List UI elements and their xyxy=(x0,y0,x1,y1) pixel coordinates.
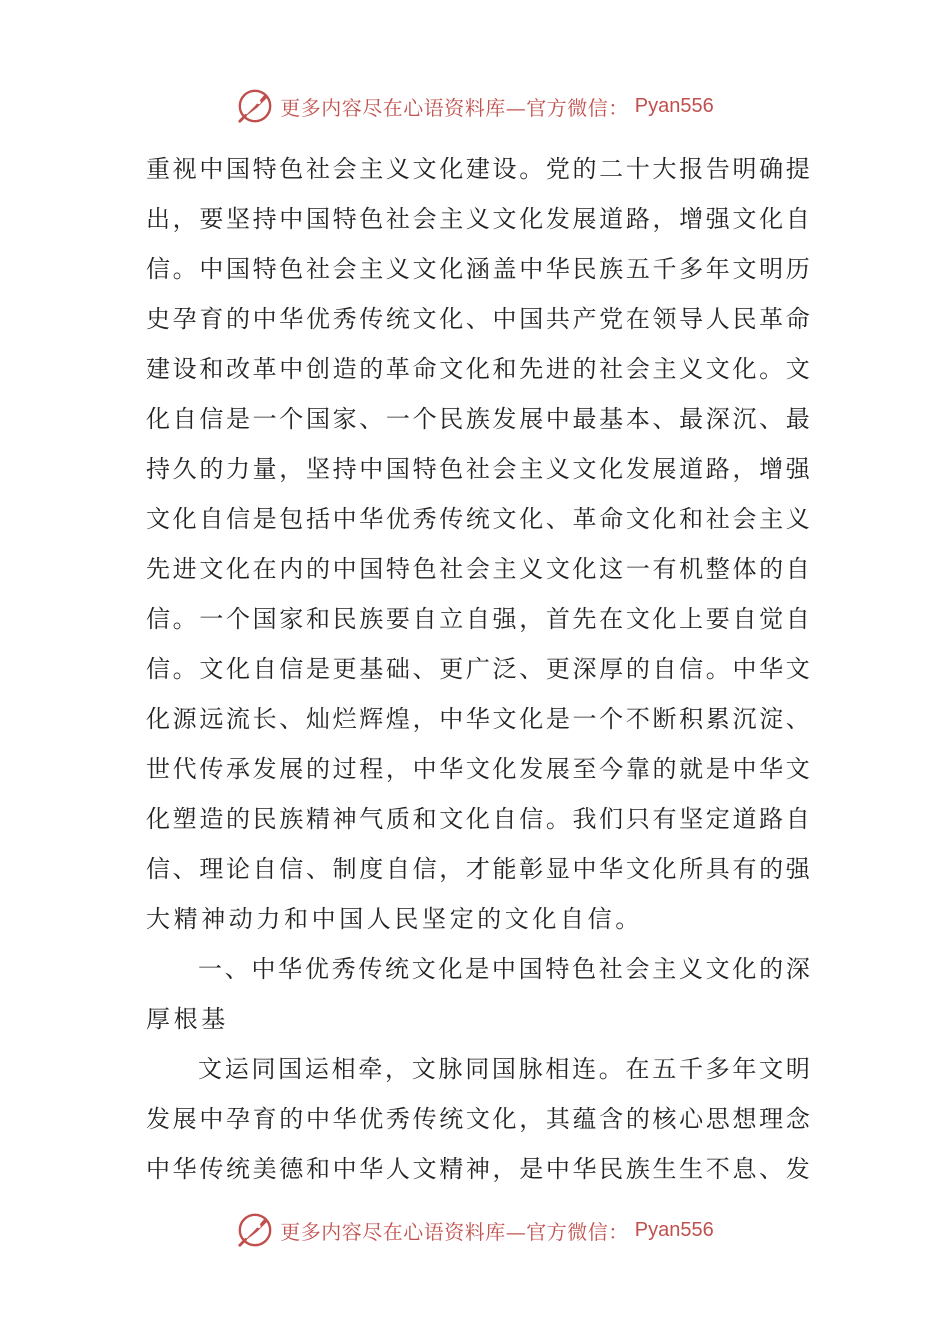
text-line: 大精神动力和中国人民坚定的文化自信。 xyxy=(146,905,643,933)
text-line: 化 塑 造 的 民 族 精 神 气 质 和 文 化 自 信 。 我 们 只 有 坚 定 道 路 自 xyxy=(146,805,810,833)
text-line: 持 久 的 力 量 ， 坚 持 中 国 特 色 社 会 主 义 文 化 发 展 道 路 ， 增 强 xyxy=(146,455,810,483)
text-line: 厚根基 xyxy=(146,1005,229,1033)
document-body xyxy=(146,144,810,1194)
text-line: 化 源 远 流 长 、 灿 烂 辉 煌 ， 中 华 文 化 是 一 个 不 断 积 累 沉 淀 、 xyxy=(146,705,810,733)
banner-text: 更多内容尽在心语资料库—官方微信： xyxy=(280,95,629,120)
text-line: 中 华 传 统 美 德 和 中 华 人 文 精 神 ， 是 中 华 民 族 生 生 不 息 、 发 xyxy=(146,1155,810,1183)
text-line: 化 自 信 是 一 个 国 家 、 一 个 民 族 发 展 中 最 基 本 、 最 深 沉 、 最 xyxy=(146,405,810,433)
banner-wechat-id: Pyan556 xyxy=(634,1218,714,1241)
text-line: 建 设 和 改 革 中 创 造 的 革 命 文 化 和 先 进 的 社 会 主 义 文 化 。 文 xyxy=(146,355,810,383)
text-line: 信 。 一 个 国 家 和 民 族 要 自 立 自 强 ， 首 先 在 文 化 上 要 自 觉 自 xyxy=(146,605,810,633)
pen-nib-logo-icon xyxy=(236,87,274,125)
banner-text: 更多内容尽在心语资料库—官方微信： xyxy=(280,1219,629,1244)
page-footer-banner xyxy=(0,1208,950,1252)
text-line: 信 、 理 论 自 信 、 制 度 自 信 ， 才 能 彰 显 中 华 文 化 所 具 有 的 强 xyxy=(146,855,810,883)
text-line: 一 、 中 华 优 秀 传 统 文 化 是 中 国 特 色 社 会 主 义 文 化 的 深 xyxy=(198,955,810,983)
pen-nib-logo-icon xyxy=(236,1211,274,1249)
page-header-banner xyxy=(0,84,950,128)
text-line: 出 ， 要 坚 持 中 国 特 色 社 会 主 义 文 化 发 展 道 路 ， 增 强 文 化 自 xyxy=(146,205,810,233)
text-line: 发 展 中 孕 育 的 中 华 优 秀 传 统 文 化 ， 其 蕴 含 的 核 心 思 想 理 念 xyxy=(146,1105,810,1133)
text-line: 文 化 自 信 是 包 括 中 华 优 秀 传 统 文 化 、 革 命 文 化 和 社 会 主 义 xyxy=(146,505,810,533)
text-line: 先 进 文 化 在 内 的 中 国 特 色 社 会 主 义 文 化 这 一 有 机 整 体 的 自 xyxy=(146,555,810,583)
text-line: 信 。 文 化 自 信 是 更 基 础 、 更 广 泛 、 更 深 厚 的 自 信 。 中 华 文 xyxy=(146,655,810,683)
text-line: 史 孕 育 的 中 华 优 秀 传 统 文 化 、 中 国 共 产 党 在 领 导 人 民 革 命 xyxy=(146,305,810,333)
text-line: 文 运 同 国 运 相 牵 ， 文 脉 同 国 脉 相 连 。 在 五 千 多 年 文 明 xyxy=(198,1055,810,1083)
banner-wechat-id: Pyan556 xyxy=(634,94,714,117)
text-line: 信 。 中 国 特 色 社 会 主 义 文 化 涵 盖 中 华 民 族 五 千 多 年 文 明 历 xyxy=(146,255,810,283)
text-line: 世 代 传 承 发 展 的 过 程 ， 中 华 文 化 发 展 至 今 靠 的 就 是 中 华 文 xyxy=(146,755,810,783)
text-line: 重 视 中 国 特 色 社 会 主 义 文 化 建 设 。 党 的 二 十 大 报 告 明 确 提 xyxy=(146,155,810,183)
